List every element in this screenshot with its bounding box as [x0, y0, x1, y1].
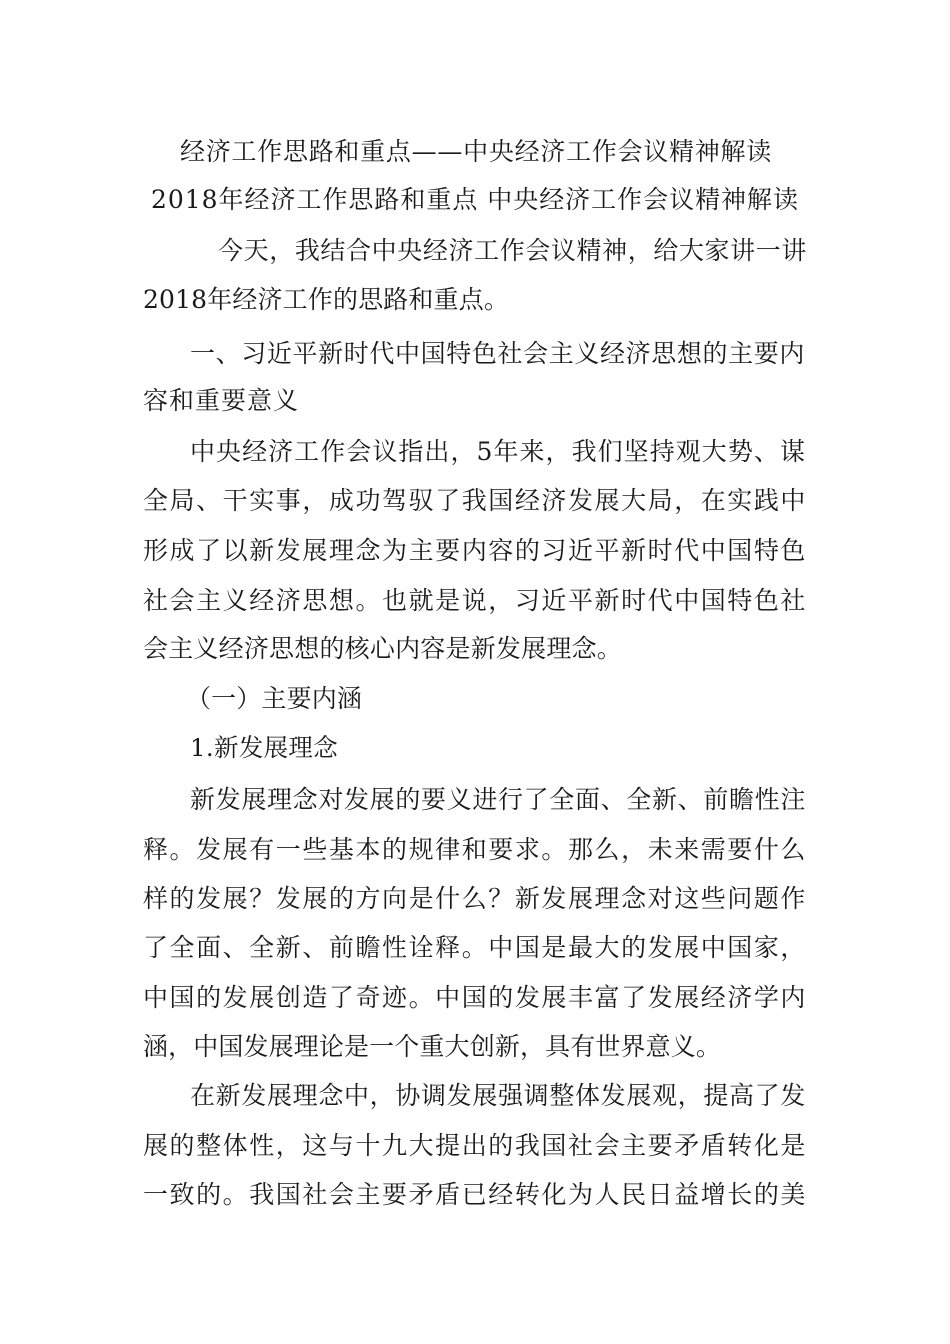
- body-line: 样的发展？发展的方向是什么？新发展理念对这些问题作: [143, 884, 807, 913]
- body-line: 释。发展有一些基本的规律和要求。那么，未来需要什么: [143, 835, 807, 864]
- body-line: 中央经济工作会议指出，5年来，我们坚持观大势、谋: [190, 437, 806, 466]
- body-line: 在新发展理念中，协调发展强调整体发展观，提高了发: [190, 1081, 806, 1110]
- body-line: 2018年经济工作的思路和重点。: [143, 285, 509, 314]
- body-line: 涵，中国发展理论是一个重大创新，具有世界意义。: [143, 1032, 721, 1061]
- body-line: 形成了以新发展理念为主要内容的习近平新时代中国特色: [143, 536, 807, 565]
- body-line: 社会主义经济思想。也就是说，习近平新时代中国特色社: [143, 586, 807, 615]
- body-line: 了全面、全新、前瞻性诠释。中国是最大的发展中国家，: [143, 933, 807, 962]
- body-line: 新发展理念对发展的要义进行了全面、全新、前瞻性注: [190, 785, 806, 814]
- section-heading: 一、习近平新时代中国特色社会主义经济思想的主要内: [190, 339, 805, 368]
- document-title: 经济工作思路和重点——中央经济工作会议精神解读: [180, 137, 772, 166]
- body-line: 一致的。我国社会主要矛盾已经转化为人民日益增长的美: [143, 1180, 807, 1209]
- body-line: 会主义经济思想的核心内容是新发展理念。: [143, 634, 622, 663]
- body-line: 今天，我结合中央经济工作会议精神，给大家讲一讲: [218, 236, 807, 265]
- body-line: 中国的发展创造了奇迹。中国的发展丰富了发展经济学内: [143, 983, 807, 1012]
- body-line: 全局、干实事，成功驾驭了我国经济发展大局，在实践中: [143, 486, 807, 515]
- document-subtitle: 2018年经济工作思路和重点 中央经济工作会议精神解读: [151, 185, 799, 214]
- body-line: 展的整体性，这与十九大提出的我国社会主要矛盾转化是: [143, 1131, 807, 1160]
- subsection-heading: 1.新发展理念: [190, 733, 338, 762]
- subsection-heading: （一）主要内涵: [186, 684, 362, 713]
- section-heading: 容和重要意义: [143, 386, 299, 415]
